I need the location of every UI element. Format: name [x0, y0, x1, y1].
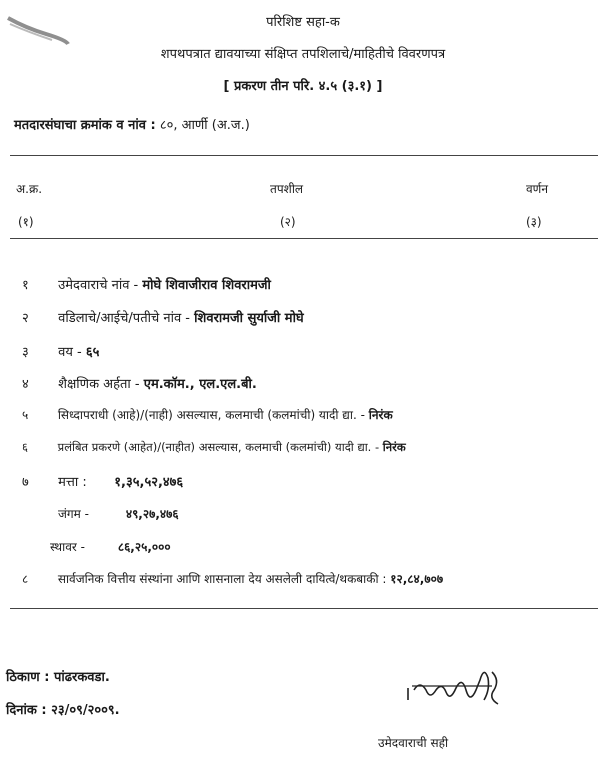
- list-item: [22, 374, 257, 392]
- asset-movable: [58, 505, 179, 522]
- document-title: शपथपत्रात द्यावयाच्या संक्षिप्त तपशिलाचे/माहितीचे विवरणपत्र: [160, 47, 446, 62]
- item-label: वडिलाचे/आईचे/पतीचे नांव -: [58, 311, 190, 326]
- item-value: एम.कॉम., एल.एल.बी.: [143, 377, 257, 392]
- movable-value: ४९,२७,४७६: [125, 507, 179, 521]
- item-label: शैक्षणिक अर्हता -: [58, 377, 140, 392]
- item-value: मोघे शिवाजीराव शिवरामजी: [142, 278, 271, 293]
- item-number: ८: [22, 572, 29, 586]
- place-label: ठिकाण :: [6, 670, 50, 685]
- movable-label: जंगम -: [58, 507, 89, 521]
- date-value: २३/०९/२००९.: [51, 703, 120, 718]
- list-item: [22, 440, 406, 455]
- list-item: [22, 275, 271, 293]
- list-item: [22, 472, 183, 490]
- item-value: शिवरामजी सुर्याजी मोघे: [194, 311, 304, 326]
- list-item: [22, 406, 393, 423]
- item-value: १२,८४,७०७: [390, 572, 444, 586]
- item-label: प्रलंबित प्रकरणे (आहेत)/(नाहीत) असल्यास, कलमाची (कलमांची) यादी द्या. -: [57, 440, 380, 454]
- item-number: ७: [22, 475, 29, 490]
- list-item: [22, 308, 304, 326]
- item-number: ३: [22, 345, 29, 360]
- chapter-reference: [ प्रकरण तीन परि. ४.५ (३.१) ]: [223, 79, 383, 94]
- item-number: ५: [22, 408, 29, 422]
- constituency-line: [14, 115, 250, 133]
- date-line: [6, 700, 120, 718]
- column-number-3: (३): [526, 215, 542, 229]
- divider-bottom: [10, 608, 598, 609]
- divider-top: [10, 155, 598, 156]
- item-value: ६५: [85, 345, 100, 360]
- immovable-label: स्थावर -: [50, 540, 85, 554]
- item-label: वय -: [58, 345, 82, 360]
- item-label: उमेदवाराचे नांव -: [58, 278, 139, 293]
- annex-label: परिशिष्ट सहा-क: [266, 15, 340, 30]
- signature-caption: उमेदवाराची सही: [378, 736, 449, 750]
- column-number-1: (१): [18, 215, 34, 229]
- column-number-2: (२): [280, 215, 296, 229]
- immovable-value: ८६,२५,०००: [117, 540, 171, 554]
- item-number: १: [22, 278, 29, 293]
- signature-image: [400, 660, 510, 722]
- place-line: [6, 667, 110, 685]
- item-value: निरंक: [382, 440, 406, 454]
- item-value: निरंक: [368, 408, 393, 422]
- item-label: मत्ता :: [58, 475, 87, 490]
- date-label: दिनांक :: [6, 703, 47, 718]
- asset-immovable: [50, 538, 171, 555]
- item-number: ६: [22, 440, 28, 454]
- divider-mid: [10, 238, 598, 239]
- constituency-value: ८०, आर्णी (अ.ज.): [159, 118, 250, 133]
- place-value: पांढरकवडा.: [53, 670, 110, 685]
- constituency-label: मतदारसंघाचा क्रमांक व नांव :: [14, 118, 156, 133]
- list-item: [22, 342, 99, 360]
- list-item: [22, 570, 443, 587]
- item-label: सार्वजनिक वित्तीय संस्थांना आणि शासनाला देय असलेली दायित्वे/थकबाकी :: [57, 572, 387, 586]
- column-header-description: वर्णन: [526, 182, 549, 196]
- item-value: १,३५,५२,४७६: [114, 475, 184, 490]
- item-label: सिध्दापराधी (आहे)/(नाही) असल्यास, कलमाची (कलमांची) यादी द्या. -: [57, 408, 365, 422]
- column-header-details: तपशील: [270, 182, 304, 196]
- column-header-serial: अ.क्र.: [16, 182, 43, 196]
- item-number: २: [22, 311, 29, 326]
- item-number: ४: [22, 377, 29, 392]
